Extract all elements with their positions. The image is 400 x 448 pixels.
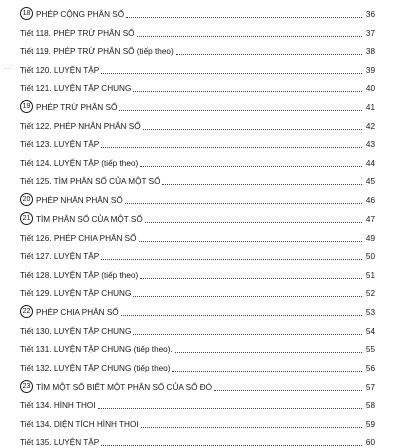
toc-lesson-row[interactable]: [20, 281, 375, 300]
toc-lesson-row[interactable]: [20, 225, 375, 244]
dot-leader: [140, 278, 362, 279]
toc-lesson-title: Tiết 132. LUYỆN TẬP CHUNG (tiếp theo): [20, 364, 170, 374]
section-number-badge: 19: [20, 100, 33, 113]
toc-page-number: 50: [363, 252, 375, 262]
toc-lesson-title: Tiết 122. PHÉP NHÂN PHÂN SỐ: [20, 122, 141, 132]
toc-section-row[interactable]: [20, 94, 375, 113]
toc-section-title: TÌM PHÂN SỐ CỦA MỘT SỐ: [36, 215, 143, 225]
dot-leader: [172, 371, 362, 372]
toc-lesson-row[interactable]: [20, 244, 375, 263]
toc-lesson-title: Tiết 121. LUYỆN TẬP CHUNG: [20, 84, 131, 94]
toc-page-number: 40: [363, 84, 375, 94]
toc-lesson-title: Tiết 120. LUYỆN TẬP: [20, 66, 99, 76]
toc-section-title: TÌM MỘT SỐ BIẾT MỘT PHÂN SỐ CỦA SỐ ĐÓ: [36, 383, 212, 393]
toc-lesson-title: Tiết 126. PHÉP CHIA PHÂN SỐ: [20, 234, 137, 244]
toc-lesson-row[interactable]: [20, 150, 375, 169]
toc-section-row[interactable]: [20, 206, 375, 225]
dot-leader: [125, 203, 362, 204]
dot-leader: [119, 110, 362, 111]
dot-leader: [101, 147, 362, 148]
dot-leader: [101, 259, 362, 260]
dot-leader: [98, 408, 362, 409]
toc-lesson-title: Tiết 131. LUYỆN TẬP CHUNG (tiếp theo).: [20, 345, 173, 355]
section-number-badge: 22: [20, 305, 33, 318]
dot-leader: [175, 352, 362, 353]
toc-page-number: 55: [363, 345, 375, 355]
toc-lesson-row[interactable]: [20, 262, 375, 281]
toc-lesson-row[interactable]: [20, 76, 375, 95]
toc-lesson-title: Tiết 134. DIỆN TÍCH HÌNH THOI: [20, 420, 139, 430]
toc-section-row[interactable]: [20, 299, 375, 318]
toc-lesson-title: Tiết 134. HÌNH THOI: [20, 401, 96, 411]
dot-leader: [121, 315, 362, 316]
toc-section-title: PHÉP CỘNG PHÂN SỐ: [36, 10, 124, 20]
dot-leader: [133, 91, 362, 92]
toc-page-number: 39: [363, 66, 375, 76]
toc-page-number: 36: [363, 10, 375, 20]
toc-lesson-row[interactable]: [20, 411, 375, 430]
toc-lesson-row[interactable]: [20, 355, 375, 374]
dot-leader: [101, 73, 362, 74]
toc-page-number: 59: [363, 420, 375, 430]
section-number-badge: 18: [20, 7, 33, 20]
toc-page-number: 58: [363, 401, 375, 411]
toc-lesson-row[interactable]: [20, 393, 375, 412]
toc-page-number: 52: [363, 289, 375, 299]
dot-leader: [140, 166, 362, 167]
toc-lesson-title: Tiết 135. LUYỆN TẬP: [20, 438, 99, 448]
dot-leader: [143, 129, 362, 130]
toc-page-number: 45: [363, 177, 375, 187]
margin-mark: …:: [3, 64, 12, 71]
dot-leader: [176, 54, 362, 55]
toc-page-number: 44: [363, 159, 375, 169]
toc-page-number: 37: [363, 29, 375, 39]
toc-lesson-row[interactable]: [20, 20, 375, 39]
toc-lesson-title: Tiết 118. PHÉP TRỪ PHÂN SỐ: [20, 29, 135, 39]
toc-page-number: 49: [363, 234, 375, 244]
toc-lesson-row[interactable]: [20, 318, 375, 337]
section-number-badge: 21: [20, 212, 33, 225]
section-number-badge: 23: [20, 380, 33, 393]
toc-page-number: 47: [363, 215, 375, 225]
toc-section-row[interactable]: [20, 1, 375, 20]
dot-leader: [145, 222, 362, 223]
toc-lesson-row[interactable]: [20, 132, 375, 151]
dot-leader: [101, 445, 362, 446]
dot-leader: [133, 296, 362, 297]
toc-lesson-title: Tiết 125. TÌM PHÂN SỐ CỦA MỘT SỐ: [20, 177, 160, 187]
toc-lesson-title: Tiết 124. LUYỆN TẬP (tiếp theo): [20, 159, 138, 169]
dot-leader: [139, 241, 363, 242]
toc-section-row[interactable]: [20, 187, 375, 206]
toc-lesson-row[interactable]: [20, 430, 375, 448]
toc-page-number: 56: [363, 364, 375, 374]
toc-page-number: 60: [363, 438, 375, 448]
table-of-contents: [20, 1, 375, 448]
dot-leader: [137, 36, 362, 37]
toc-lesson-row[interactable]: [20, 169, 375, 188]
toc-section-title: PHÉP NHÂN PHÂN SỐ: [36, 196, 123, 206]
dot-leader: [133, 334, 362, 335]
toc-lesson-title: Tiết 129. LUYỆN TẬP CHUNG: [20, 289, 131, 299]
toc-lesson-row[interactable]: [20, 337, 375, 356]
toc-page-number: 53: [363, 308, 375, 318]
toc-lesson-title: Tiết 119. PHÉP TRỪ PHÂN SỐ (tiếp theo): [20, 47, 174, 57]
toc-section-row[interactable]: [20, 374, 375, 393]
toc-lesson-title: Tiết 123. LUYỆN TẬP: [20, 140, 99, 150]
section-number-badge: 20: [20, 193, 33, 206]
dot-leader: [126, 17, 362, 18]
toc-lesson-title: Tiết 130. LUYỆN TẬP CHUNG: [20, 327, 131, 337]
toc-page-number: 54: [363, 327, 375, 337]
dot-leader: [141, 427, 362, 428]
toc-page-number: 51: [363, 271, 375, 281]
toc-page-number: 38: [363, 47, 375, 57]
toc-page-number: 46: [363, 196, 375, 206]
dot-leader: [214, 390, 362, 391]
toc-lesson-title: Tiết 127. LUYỆN TẬP: [20, 252, 99, 262]
toc-section-title: PHÉP TRỪ PHÂN SỐ: [36, 103, 117, 113]
toc-page-number: 43: [363, 140, 375, 150]
toc-lesson-title: Tiết 128. LUYỆN TẬP (tiếp theo): [20, 271, 138, 281]
toc-lesson-row[interactable]: [20, 113, 375, 132]
toc-lesson-row[interactable]: [20, 57, 375, 76]
dot-leader: [162, 184, 362, 185]
toc-lesson-row[interactable]: [20, 39, 375, 58]
toc-page-number: 57: [363, 383, 375, 393]
toc-page-number: 42: [363, 122, 375, 132]
toc-section-title: PHÉP CHIA PHÂN SỐ: [36, 308, 119, 318]
toc-page-number: 41: [363, 103, 375, 113]
